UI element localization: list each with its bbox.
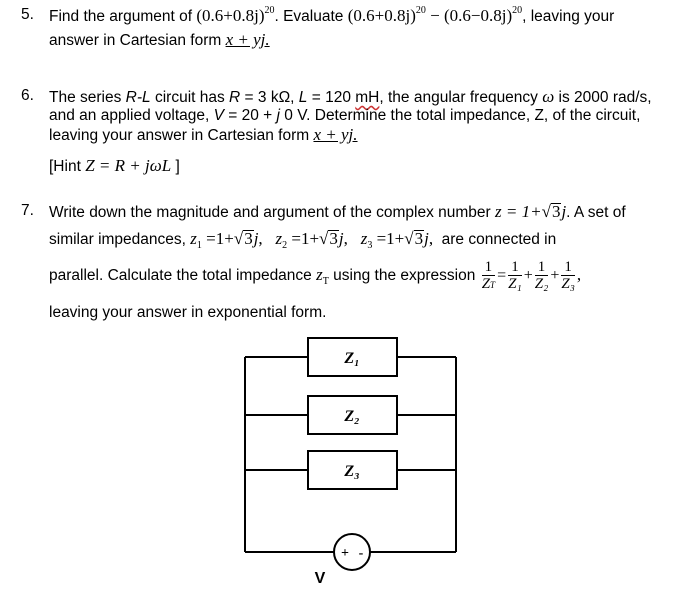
q7-z2sub: 2 <box>282 240 288 251</box>
q7-z2val: =1+ <box>287 229 320 248</box>
q6-rl: R-L <box>125 89 151 106</box>
q7-t6: using the expression <box>328 267 480 284</box>
frac-z3-num: 1 <box>561 259 575 276</box>
q6-t3: , the angular frequency <box>379 89 543 106</box>
q5-form: x + yj. <box>225 30 270 49</box>
q6-rval: = 3 kΩ, <box>240 89 299 106</box>
q6-t5: and an applied voltage, <box>49 107 214 124</box>
frac-zt-num: 1 <box>482 259 496 276</box>
source-plus: + <box>341 546 349 561</box>
q5-exp3: 20 <box>512 5 523 16</box>
q6-form: x + yj. <box>313 125 358 144</box>
frac-zt-den: Z <box>481 275 491 292</box>
q7-z3j: j <box>424 229 429 248</box>
q5-line2-text: answer in Cartesian form <box>49 32 226 49</box>
q5-number: 5. <box>21 6 34 23</box>
q7-t5: parallel. Calculate the total impedance <box>49 267 317 284</box>
q7-t2: . A set of <box>566 204 626 221</box>
source-label: V <box>314 570 326 587</box>
q7-z1val: =1+ <box>201 229 234 248</box>
q7-t1: Write down the magnitude and argument of the complex number <box>49 204 496 221</box>
q7-z2: z <box>275 229 283 248</box>
q5-exp2: 20 <box>415 5 426 16</box>
q6-t4: is 2000 rad/s, <box>554 89 652 106</box>
q7-t3: similar impedances, <box>49 231 191 248</box>
frac-z3-den: Z₃ <box>561 276 575 293</box>
q7-sqrt3: 3 <box>551 202 561 221</box>
source-minus: - <box>358 546 364 561</box>
q6-lval: = 120 <box>307 89 356 106</box>
q6-hint-expr: Z = R + jωL <box>85 156 172 175</box>
q6-v: V <box>213 107 224 124</box>
q7-number: 7. <box>21 202 34 219</box>
q7-z1: z <box>190 229 197 248</box>
voltage-source <box>334 534 370 570</box>
q7-line3: parallel. Calculate the total impedance $z_T$ using the expression $\frac{1}{ZT}$ = $\frac{1}{\text{Z₁}}$ + $\frac{1}{\text{Z₂}}$ + $\frac{1}{\text{Z₃}}$ , <box>49 258 582 293</box>
q7-z3sqrt: 3 <box>414 229 424 248</box>
q7-z2sqrt: 3 <box>329 229 338 248</box>
q7-line1: Write down the magnitude and argument of the complex number z = 1+√3j. A set of <box>49 202 626 221</box>
frac-z1-num: 1 <box>508 259 522 276</box>
q6-r: R <box>229 89 241 106</box>
q6-vval: = 20 + <box>223 107 277 124</box>
q5-text2: . Evaluate <box>274 8 348 25</box>
q5-text: Find the argument of <box>49 8 197 25</box>
q7-z3val: =1+ <box>372 229 405 248</box>
q7-z1sqrt: 3 <box>244 229 253 248</box>
q7-t4: are connected in <box>441 231 557 248</box>
q5-minus: − <box>425 6 444 25</box>
frac-z2-num: 1 <box>535 259 549 276</box>
q6-l: L <box>298 89 308 106</box>
q7-ztsub: T <box>322 276 329 287</box>
q7-jz: j <box>561 202 567 221</box>
q7-z2j: j <box>338 229 344 248</box>
q6-hint-close: ] <box>171 158 180 175</box>
q7-t7: leaving your answer in exponential form. <box>49 304 327 321</box>
q5-expr2a: (0.6+0.8j) <box>347 6 416 25</box>
z3-label: Z₃ <box>344 463 360 480</box>
q6-number: 6. <box>21 87 34 104</box>
q6-lunit: mH <box>355 89 380 106</box>
q6-omega: ω <box>542 87 555 106</box>
q6-t1: The series <box>49 89 126 106</box>
q7-zexpr: z = 1+ <box>495 202 542 221</box>
z1-label: Z₁ <box>344 350 360 367</box>
frac-z2-den: Z₂ <box>534 276 549 293</box>
q5-expr2b: (0.6−0.8j) <box>443 6 513 25</box>
q5-exp1: 20 <box>264 5 275 16</box>
q6-t7: leaving your answer in Cartesian form <box>49 127 314 144</box>
q7-z1sub: 1 <box>196 240 202 251</box>
q6-j: j <box>276 107 280 124</box>
q7-z3: z <box>360 229 368 248</box>
frac-z1-den: Z₁ <box>508 276 522 293</box>
q6-t2: circuit has <box>150 89 230 106</box>
q7-z1j: j <box>253 229 259 248</box>
q7-line2: similar impedances, $z_1 =1+√3j$, $z_2 =1+√3j$, $z_3 =1+√3j$, are connected in <box>49 229 557 251</box>
frac-zt-den-sub: T <box>490 279 496 290</box>
q5-expr1: (0.6+0.8j) <box>196 6 265 25</box>
q6-hint-open: [Hint <box>49 158 86 175</box>
q6-t6: 0 V. Determine the total impedance, Z, of the circuit, <box>279 107 641 124</box>
q7-z3sub: 3 <box>367 240 373 251</box>
z2-label: Z₂ <box>344 408 360 425</box>
q5-text3: , leaving your <box>522 8 615 25</box>
q7-zt: z <box>316 265 323 284</box>
